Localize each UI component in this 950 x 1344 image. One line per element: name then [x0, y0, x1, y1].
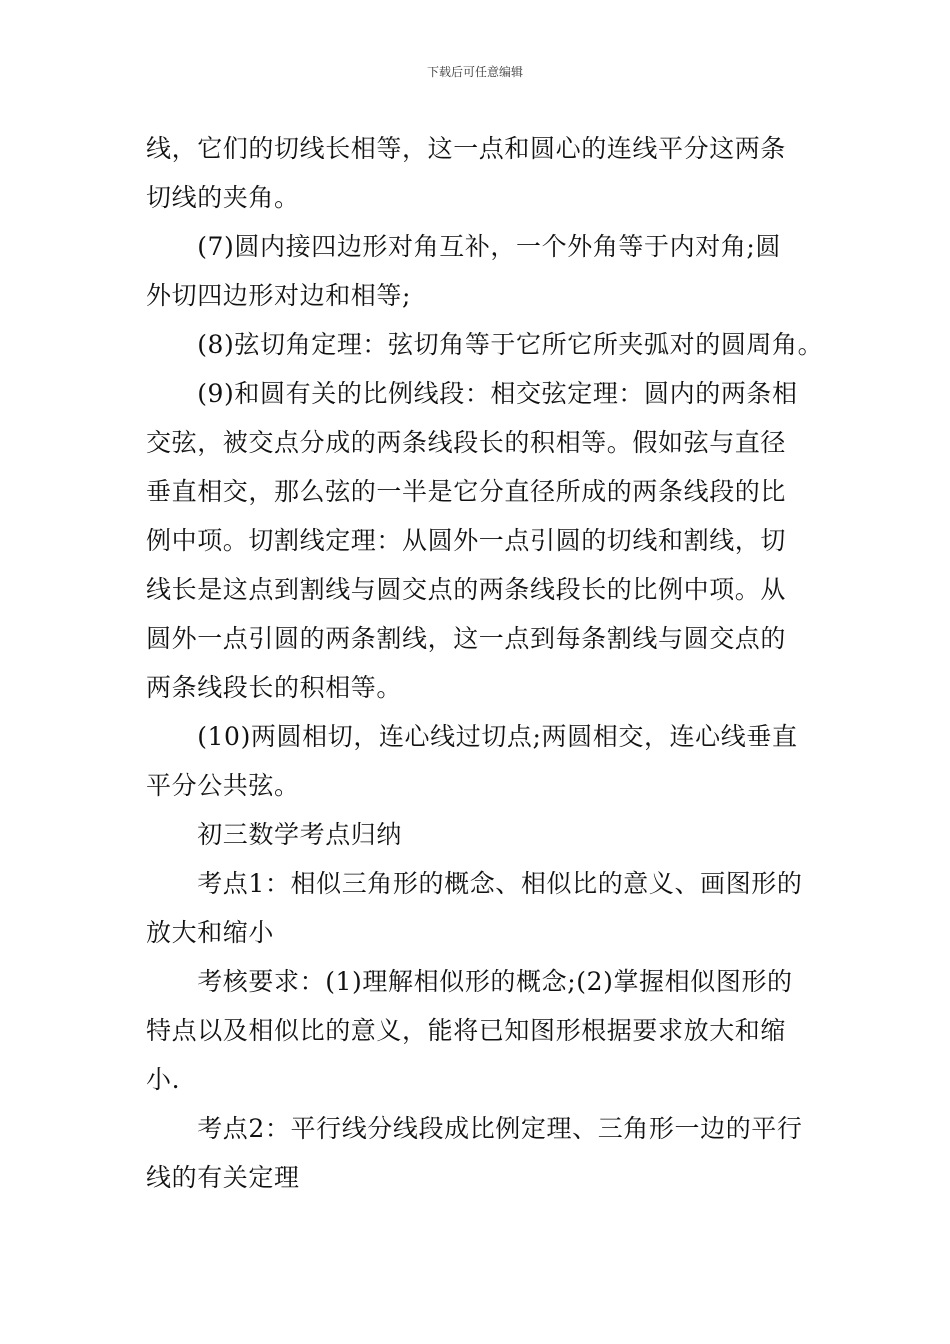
page-header: 下载后可任意编辑: [426, 65, 523, 79]
paragraph: [146, 124, 808, 222]
paragraph: [146, 859, 808, 957]
text-line: (7)圆内接四边形对角互补，一个外角等于内对角;圆: [146, 232, 782, 261]
paragraph: [146, 222, 808, 320]
text-line: 放大和缩小: [146, 918, 275, 947]
text-line: 外切四边形对边和相等;: [146, 281, 412, 310]
paragraph: [146, 957, 808, 1104]
text-line: 例中项。切割线定理：从圆外一点引圆的切线和割线，切: [146, 526, 787, 555]
paragraph: [146, 1104, 808, 1202]
text-line: 初三数学考点归纳: [146, 820, 403, 849]
text-line: 考核要求：(1)理解相似形的概念;(2)掌握相似图形的: [146, 967, 793, 996]
text-line: 线的有关定理: [146, 1163, 300, 1192]
paragraph: [146, 712, 808, 810]
text-line: 考点1：相似三角形的概念、相似比的意义、画图形的: [146, 869, 803, 898]
text-line: 线，它们的切线长相等，这一点和圆心的连线平分这两条: [146, 134, 787, 163]
text-line: 交弦，被交点分成的两条线段长的积相等。假如弦与直径: [146, 428, 787, 457]
text-line: 切线的夹角。: [146, 183, 300, 212]
paragraph: [146, 369, 808, 712]
text-line: 平分公共弦。: [146, 771, 300, 800]
document-body: [146, 124, 824, 1202]
text-line: (8)弦切角定理：弦切角等于它所它所夹弧对的圆周角。: [146, 330, 824, 359]
text-line: 两条线段长的积相等。: [146, 673, 403, 702]
text-line: (9)和圆有关的比例线段：相交弦定理：圆内的两条相: [146, 379, 798, 408]
text-line: 考点2：平行线分线段成比例定理、三角形一边的平行: [146, 1114, 803, 1143]
text-line: 线长是这点到割线与圆交点的两条线段长的比例中项。从: [146, 575, 787, 604]
section-heading: [146, 810, 808, 859]
text-line: (10)两圆相切，连心线过切点;两圆相交，连心线垂直: [146, 722, 798, 751]
text-line: 小.: [146, 1065, 181, 1094]
text-line: 特点以及相似比的意义，能将已知图形根据要求放大和缩: [146, 1016, 787, 1045]
text-line: 垂直相交，那么弦的一半是它分直径所成的两条线段的比: [146, 477, 787, 506]
paragraph: [146, 320, 824, 369]
text-line: 圆外一点引圆的两条割线，这一点到每条割线与圆交点的: [146, 624, 787, 653]
